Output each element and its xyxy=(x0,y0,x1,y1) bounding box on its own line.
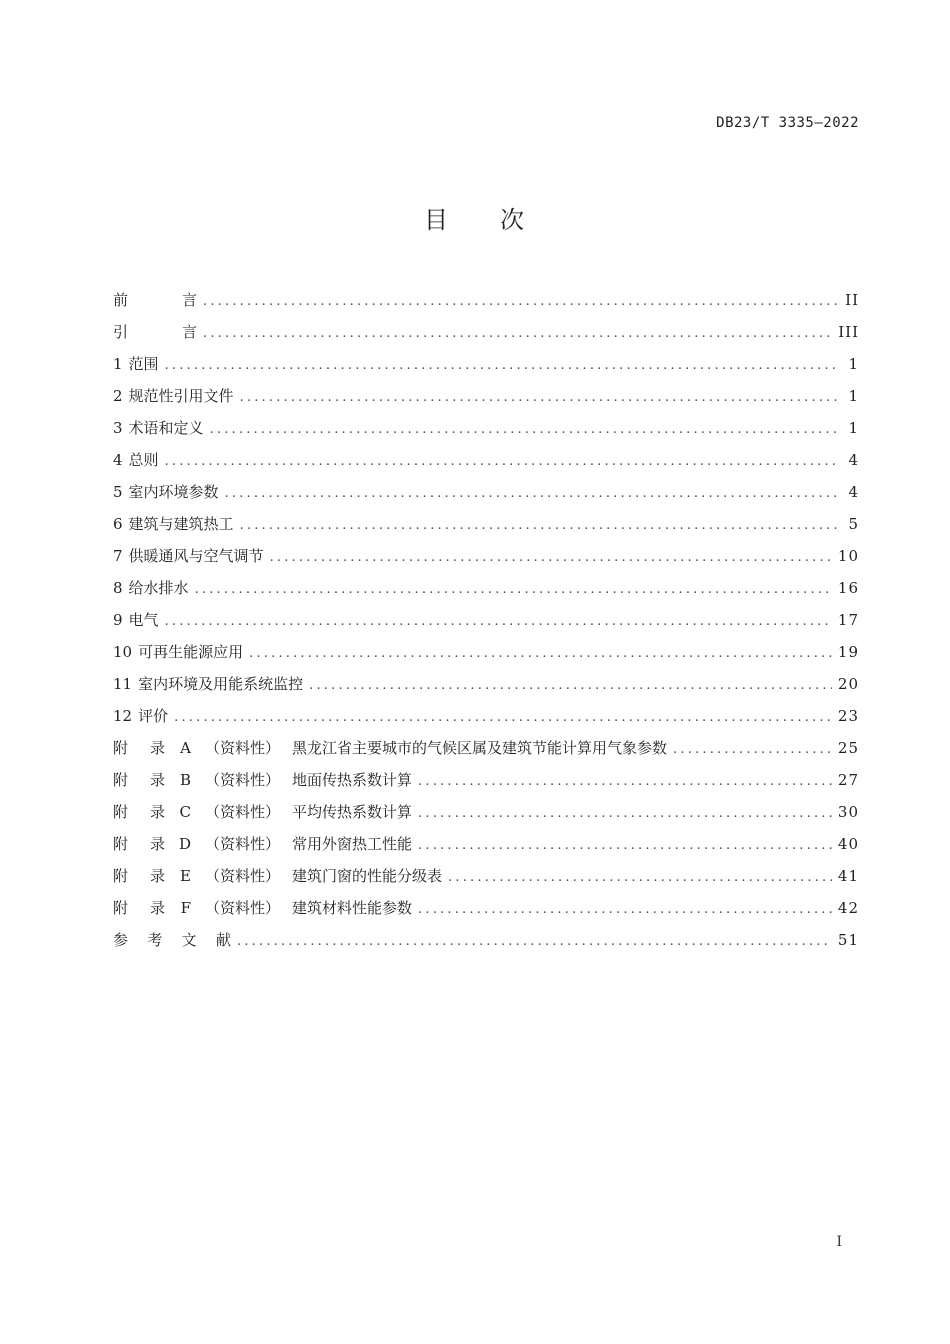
toc-entry-title: 5 室内环境参数 xyxy=(113,483,219,501)
toc-entry-chapter[interactable] xyxy=(113,700,859,732)
toc-page-number: 1 xyxy=(848,387,859,405)
toc-entry-appendix[interactable] xyxy=(113,828,859,860)
toc-entry-chapter[interactable] xyxy=(113,412,859,444)
toc-entry-appendix[interactable] xyxy=(113,892,859,924)
toc-entry-introduction[interactable] xyxy=(113,316,859,348)
leader-dots xyxy=(418,830,832,862)
toc-page-number: 19 xyxy=(837,643,859,661)
document-code: DB23/T 3335—2022 xyxy=(716,115,859,131)
toc-entry-appendix[interactable] xyxy=(113,796,859,828)
toc-entry-references[interactable] xyxy=(113,924,859,956)
toc-page-number: III xyxy=(838,323,859,341)
toc-entry-chapter[interactable] xyxy=(113,476,859,508)
toc-entry-chapter[interactable] xyxy=(113,668,859,700)
toc-entry-title: 附 录 D （资料性） 常用外窗热工性能 xyxy=(113,835,413,853)
leader-dots xyxy=(448,862,832,894)
toc-entry-chapter[interactable] xyxy=(113,636,859,668)
leader-dots xyxy=(174,702,832,734)
toc-entry-title: 附 录 E （资料性） 建筑门窗的性能分级表 xyxy=(113,867,443,885)
title-char: 目 xyxy=(424,206,450,234)
toc-page-number: 4 xyxy=(848,451,859,469)
toc-entry-title: 参 考 文 献 xyxy=(113,931,231,949)
toc-entry-appendix[interactable] xyxy=(113,860,859,892)
leader-dots xyxy=(240,510,837,542)
toc-entry-appendix[interactable] xyxy=(113,764,859,796)
toc-page-number: II xyxy=(845,291,859,309)
leader-dots xyxy=(165,446,837,478)
toc-page-number: 27 xyxy=(837,771,859,789)
toc-page-number: 1 xyxy=(848,419,859,437)
leader-dots xyxy=(225,478,837,510)
footer-page-number: I xyxy=(836,1234,842,1250)
toc-page-number: 10 xyxy=(837,547,859,565)
leader-dots xyxy=(195,574,832,606)
toc-page-number: 40 xyxy=(837,835,859,853)
table-of-contents xyxy=(113,284,859,956)
toc-page-number: 4 xyxy=(848,483,859,501)
toc-page-number: 20 xyxy=(837,675,859,693)
toc-entry-chapter[interactable] xyxy=(113,604,859,636)
toc-entry-title: 附 录 C （资料性） 平均传热系数计算 xyxy=(113,803,413,821)
title-char: 次 xyxy=(500,206,526,234)
toc-entry-chapter[interactable] xyxy=(113,508,859,540)
toc-entry-title: 附 录 F （资料性） 建筑材料性能参数 xyxy=(113,899,413,917)
toc-entry-chapter[interactable] xyxy=(113,572,859,604)
toc-page-number: 42 xyxy=(837,899,859,917)
leader-dots xyxy=(203,286,837,318)
toc-entry-foreword[interactable] xyxy=(113,284,859,316)
toc-entry-chapter[interactable] xyxy=(113,540,859,572)
leader-dots xyxy=(165,606,832,638)
leader-dots xyxy=(249,638,832,670)
toc-entry-title: 附 录 A （资料性） 黑龙江省主要城市的气候区属及建筑节能计算用气象参数 xyxy=(113,739,668,757)
toc-entry-title: 3 术语和定义 xyxy=(113,419,204,437)
toc-entry-chapter[interactable] xyxy=(113,380,859,412)
leader-dots xyxy=(240,382,837,414)
leader-dots xyxy=(270,542,832,574)
toc-page-number: 16 xyxy=(837,579,859,597)
toc-entry-title: 7 供暖通风与空气调节 xyxy=(113,547,264,565)
toc-entry-title: 11 室内环境及用能系统监控 xyxy=(113,675,304,693)
toc-entry-title: 引 言 xyxy=(113,323,197,341)
toc-entry-title: 12 评价 xyxy=(113,707,169,725)
leader-dots xyxy=(418,894,832,926)
leader-dots xyxy=(210,414,837,446)
page-title xyxy=(0,200,950,235)
toc-entry-title: 1 范围 xyxy=(113,355,159,373)
toc-page-number: 25 xyxy=(837,739,859,757)
toc-entry-title: 10 可再生能源应用 xyxy=(113,643,244,661)
toc-entry-title: 4 总则 xyxy=(113,451,159,469)
leader-dots xyxy=(673,734,832,766)
toc-entry-title: 9 电气 xyxy=(113,611,159,629)
toc-page-number: 5 xyxy=(848,515,859,533)
leader-dots xyxy=(165,350,837,382)
toc-entry-chapter[interactable] xyxy=(113,444,859,476)
leader-dots xyxy=(309,670,832,702)
toc-page-number: 1 xyxy=(848,355,859,373)
toc-entry-title: 2 规范性引用文件 xyxy=(113,387,234,405)
leader-dots xyxy=(418,798,832,830)
leader-dots xyxy=(418,766,832,798)
toc-entry-title: 6 建筑与建筑热工 xyxy=(113,515,234,533)
toc-entry-title: 附 录 B （资料性） 地面传热系数计算 xyxy=(113,771,413,789)
toc-entry-title: 8 给水排水 xyxy=(113,579,189,597)
toc-entry-chapter[interactable] xyxy=(113,348,859,380)
toc-page-number: 41 xyxy=(837,867,859,885)
toc-page-number: 23 xyxy=(837,707,859,725)
toc-entry-appendix[interactable] xyxy=(113,732,859,764)
leader-dots xyxy=(237,926,832,958)
toc-page-number: 17 xyxy=(837,611,859,629)
leader-dots xyxy=(203,318,832,350)
toc-page-number: 30 xyxy=(837,803,859,821)
toc-entry-title: 前 言 xyxy=(113,291,197,309)
toc-page-number: 51 xyxy=(837,931,859,949)
